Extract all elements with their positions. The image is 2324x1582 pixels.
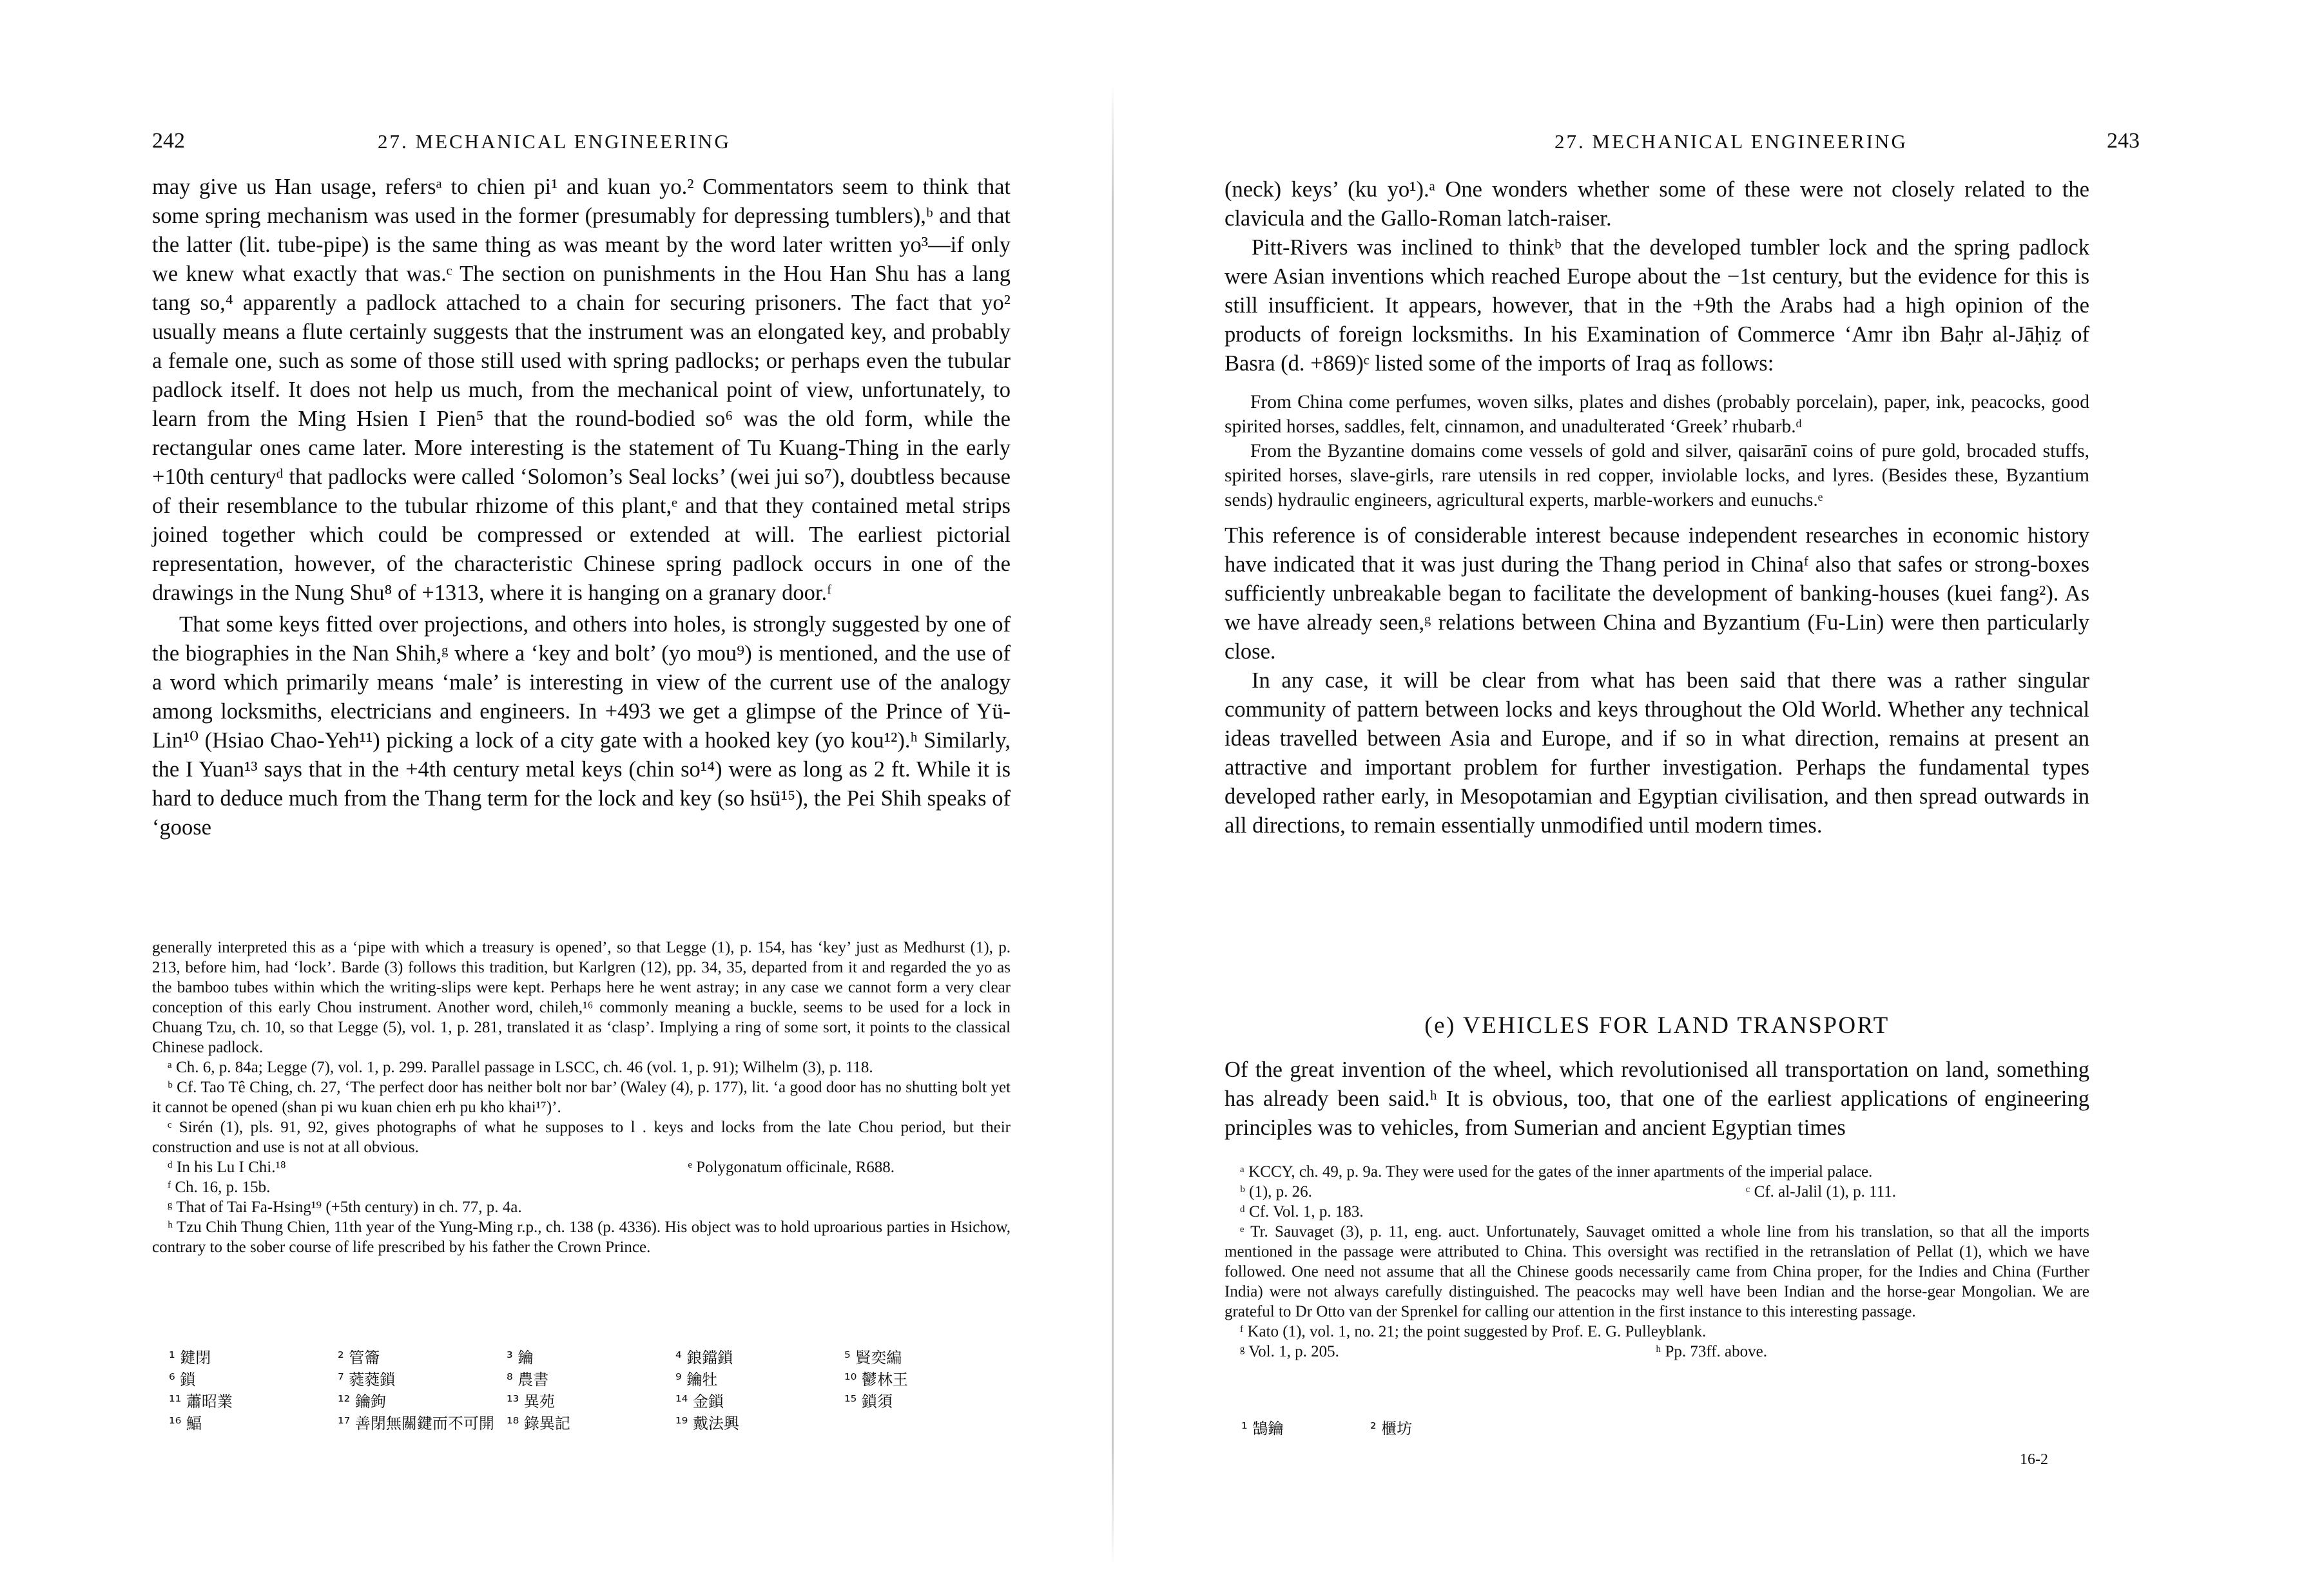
- footnote-g: ᵍ Vol. 1, p. 205.: [1240, 1343, 1339, 1360]
- character-entry: ¹² 鑰鉤: [338, 1393, 386, 1411]
- left-header: [152, 129, 1080, 161]
- footnote-b: ᵇ (1), p. 26.: [1240, 1183, 1312, 1201]
- character-entry: ¹⁰ 鬱林王: [844, 1371, 908, 1389]
- character-entry: ² 管籥: [338, 1349, 380, 1367]
- left-page-number: 242: [152, 129, 185, 153]
- left-footnotes: [152, 938, 1011, 1257]
- character-entry: ¹⁴ 金鎖: [675, 1393, 724, 1411]
- footnote-b-c-row: [1225, 1182, 2089, 1202]
- footnote-d: ᵈ In his Lu I Chi.¹⁸: [168, 1159, 286, 1176]
- character-entry: ² 櫃坊: [1370, 1420, 1413, 1438]
- footnote-a: ᵃ Ch. 6, p. 84a; Legge (7), vol. 1, p. 299. Parallel passage in LSCC, ch. 46 (vol. 1, p. 91); Wilhelm (3), p. 118.: [168, 1059, 873, 1076]
- character-entry: ¹¹ 蕭昭業: [169, 1393, 233, 1411]
- left-character-list: [169, 1347, 1013, 1434]
- character-row: [169, 1413, 1013, 1434]
- footnote-c: ᶜ Cf. al-Jalil (1), p. 111.: [1746, 1183, 1896, 1201]
- right-paragraph-3: This reference is of considerable interest because independent researches in economic history have indicated that it was just during the Thang period in Chinaᶠ also that safes or strong-boxes sufficiently unbreakable began to facilitate the development of banking-houses (kuei fang²). As we have already seen,ᵍ relations between China and Byzantium (Fu-Lin) were then particularly close.: [1225, 523, 2089, 664]
- character-entry: ¹⁸ 錄異記: [507, 1414, 570, 1432]
- right-footnotes: [1225, 1162, 2089, 1362]
- section-heading: (e) VEHICLES FOR LAND TRANSPORT: [1424, 1012, 1890, 1039]
- left-paragraph-1: may give us Han usage, refersᵃ to chien pi¹ and kuan yo.² Commentators seem to think that some spring mechanism was used in the former (presumably for depressing tumblers),ᵇ and that the latter (lit. tube-pipe) is the same thing as was meant by the word later written yo³—if only we knew what exactly that was.ᶜ The section on punishments in the Hou Han Shu has a lang tang so,⁴ apparently a padlock attached to a chain for securing prisoners. The fact that yo² usually means a flute certainly suggests that the instrument was an elongated key, and probably a female one, such as some of those still used with spring padlocks; or perhaps even the tubular padlock itself. It does not help us much, from the mechanical point of view, unfortunately, to learn from the Ming Hsien I Pien⁵ that the round-bodied so⁶ was the old form, while the rectangular ones came later. More interesting is the statement of Tu Kuang-Thing in the early +10th centuryᵈ that padlocks were called ‘Solomon’s Seal locks’ (wei jui so⁷), doubtless because of their resemblance to the tubular rhizome of this plant,ᵉ and that they contained metal strips joined together which could be compressed or extended at will. The earliest pictorial representation, however, of the characteristic Chinese spring padlock occurs in one of the drawings in the Nung Shu⁸ of +1313, where it is hanging on a granary door.ᶠ: [152, 175, 1011, 605]
- right-character-list: [1241, 1418, 1499, 1440]
- character-entry: ⁴ 鋃鐺鎖: [675, 1349, 733, 1367]
- footnote-carryover: generally interpreted this as a ‘pipe with which a treasury is opened’, so that Legge (1), p. 154, has ‘key’ just as Medhurst (1), p. 213, before him, had ‘lock’. Barde (3) follows this tradition, but Karlgren (12), pp. 34, 35, departed from it and regarded the yo as the bamboo tubes within which the writing-slips were kept. Perhaps here he went astray; in any case we cannot form a very clear conception of this early Chou instrument. Another word, chileh,¹⁶ commonly meaning a buckle, seems to be used for a lock in Chuang Tzu, ch. 10, so that Legge (5), vol. 1, p. 281, translated it as ‘clasp’. Implying a ring of some sort, it points to the classical Chinese padlock.: [152, 939, 1011, 1056]
- right-header: [1225, 129, 2140, 161]
- page-gutter-divider: [1112, 84, 1114, 1566]
- character-row: [169, 1369, 1013, 1391]
- character-entry: ⁹ 鑰牡: [675, 1371, 718, 1389]
- right-paragraph-2: Pitt-Rivers was inclined to thinkᵇ that the developed tumbler lock and the spring padlock were Asian inventions which reached Europe about the −1st century, but the evidence for this is still insufficient. It appears, however, that in the +9th the Arabs had a high opinion of the products of foreign locksmiths. In his Examination of Commerce ‘Amr ibn Baḥr al-Jāḥiẓ of Basra (d. +869)ᶜ listed some of the imports of Iraq as follows:: [1225, 235, 2089, 376]
- character-entry: ⁷ 蕤蕤鎖: [338, 1371, 396, 1389]
- footnote-e: ᵉ Tr. Sauvaget (3), p. 11, eng. auct. Unfortunately, Sauvaget omitted a whole line from his translation, so that all the imports mentioned in the passage were attributed to China. This oversight was rectified in the retranslation of Pellat (1), which we have followed. One need not assume that all the Chinese goods necessarily came from China proper, for the Indies and China (Further India) were not always carefully distinguished. The peacocks may well have been Indian and the horse-gear Mongolian. We are grateful to Dr Otto van der Sprenkel for calling our attention in the first instance to this interesting passage.: [1225, 1223, 2089, 1320]
- character-entry: ¹⁷ 善閉無關鍵而不可開: [338, 1414, 494, 1432]
- left-running-head: 27. MECHANICAL ENGINEERING: [378, 130, 731, 153]
- quote-paragraph-china: From China come perfumes, woven silks, plates and dishes (probably porcelain), paper, ink, peacocks, good spirited horses, saddles, felt, cinnamon, and unadulterated ‘Greek’ rhubarb.ᵈ: [1225, 392, 2089, 437]
- character-entry: ⁸ 農書: [507, 1371, 549, 1389]
- left-paragraph-2: That some keys fitted over projections, and others into holes, is strongly suggested by one of the biographies in the Nan Shih,ᵍ where a ‘key and bolt’ (yo mou⁹) is mentioned, and the use of a word which primarily means ‘male’ is interesting in view of the current use of the analogy among locksmiths, electricians and engineers. In +493 we get a glimpse of the Prince of Yü-Lin¹⁰ (Hsiao Chao-Yeh¹¹) picking a lock of a city gate with a hooked key (yo kou¹²).ʰ Similarly, the I Yuan¹³ says that in the +4th century metal keys (chin so¹⁴) were as long as 2 ft. While it is hard to deduce much from the Thang term for the lock and key (so hsü¹⁵), the Pei Shih speaks of ‘goose: [152, 612, 1011, 840]
- character-entry: ⁵ 賢奕編: [844, 1349, 902, 1367]
- character-entry: ¹⁵ 鎖須: [844, 1393, 893, 1411]
- right-page: [1121, 0, 2324, 1582]
- footnote-a: ᵃ KCCY, ch. 49, p. 9a. They were used for the gates of the inner apartments of the imperial palace.: [1240, 1163, 1873, 1181]
- character-entry: ¹³ 異苑: [507, 1393, 555, 1411]
- left-page: [0, 0, 1121, 1582]
- character-entry: ⁶ 鎖: [169, 1371, 196, 1389]
- character-entry: ¹⁹ 戴法興: [675, 1414, 739, 1432]
- block-quote: [1225, 390, 2089, 512]
- footnote-h: ʰ Pp. 73ff. above.: [1656, 1343, 1767, 1360]
- section-body-text: [1225, 1056, 2089, 1143]
- character-row: [169, 1347, 1013, 1369]
- character-row: [169, 1391, 1013, 1413]
- left-body-text: [152, 173, 1011, 842]
- footnote-f: ᶠ Kato (1), vol. 1, no. 21; the point suggested by Prof. E. G. Pulleyblank.: [1240, 1323, 1707, 1340]
- character-row: [1241, 1418, 1499, 1440]
- footnote-f: ᶠ Ch. 16, p. 15b.: [168, 1179, 271, 1196]
- footnote-c: ᶜ Sirén (1), pls. 91, 92, gives photographs of what he supposes to l . keys and locks from the late Chou period, but their construction and use is not at all obvious.: [152, 1119, 1011, 1156]
- quote-paragraph-byzantium: From the Byzantine domains come vessels of gold and silver, qaisarānī coins of pure gold, brocaded stuffs, spirited horses, slave-girls, rare utensils in red copper, inviolable locks, and lyres. (Besides these, Byzantium sends) hydraulic engineers, agricultural experts, marble-workers and eunuchs.ᵉ: [1225, 441, 2089, 510]
- right-body-text: [1225, 175, 2089, 840]
- right-paragraph-4: In any case, it will be clear from what has been said that there was a rather singular community of pattern between locks and keys throughout the Old World. Whether any technical ideas travelled between Asia and Europe, and if so in what direction, remains at present an attractive and important problem for further investigation. Perhaps the fundamental types developed rather early, in Mesopotamian and Egyptian civilisation, and then spread outwards in all directions, to remain essentially unmodified until modern times.: [1225, 668, 2089, 838]
- right-page-number: 243: [2107, 129, 2140, 153]
- character-entry: ¹ 鵠鑰: [1241, 1420, 1284, 1438]
- footnote-h: ʰ Tzu Chih Thung Chien, 11th year of the Yung-Ming r.p., ch. 138 (p. 4336). His object was to hold uproarious parties in Hsichow, contrary to the sober course of life prescribed by his father the Crown Prince.: [152, 1219, 1011, 1256]
- character-entry: ¹⁶ 鰏: [169, 1414, 202, 1432]
- character-entry: ³ 鑰: [507, 1349, 534, 1367]
- footnote-g: ᵍ That of Tai Fa-Hsing¹⁹ (+5th century) in ch. 77, p. 4a.: [168, 1199, 522, 1216]
- footnote-e: ᵉ Polygonatum officinale, R688.: [688, 1159, 895, 1176]
- signature-mark: 16-2: [2020, 1451, 2048, 1468]
- footnote-b: ᵇ Cf. Tao Tê Ching, ch. 27, ‘The perfect door has neither bolt nor bar’ (Waley (4), p. 177), lit. ‘a good door has no shutting bolt yet it cannot be opened (shan pi wu kuan chien erh pu kho khai¹⁷)’.: [152, 1079, 1011, 1116]
- footnote-d: ᵈ Cf. Vol. 1, p. 183.: [1240, 1203, 1364, 1220]
- character-entry: ¹ 鍵閉: [169, 1349, 211, 1367]
- section-paragraph: Of the great invention of the wheel, which revolutionised all transportation on land, something has already been said.ʰ It is obvious, too, that one of the earliest applications of engineering principles was to vehicles, from Sumerian and ancient Egyptian times: [1225, 1057, 2089, 1140]
- right-paragraph-1: (neck) keys’ (ku yo¹).ᵃ One wonders whether some of these were not closely related to the clavicula and the Gallo-Roman latch-raiser.: [1225, 177, 2089, 231]
- right-running-head: 27. MECHANICAL ENGINEERING: [1554, 130, 1908, 153]
- footnote-d-e-row: [152, 1157, 1011, 1177]
- footnote-g-h-row: [1225, 1342, 2089, 1362]
